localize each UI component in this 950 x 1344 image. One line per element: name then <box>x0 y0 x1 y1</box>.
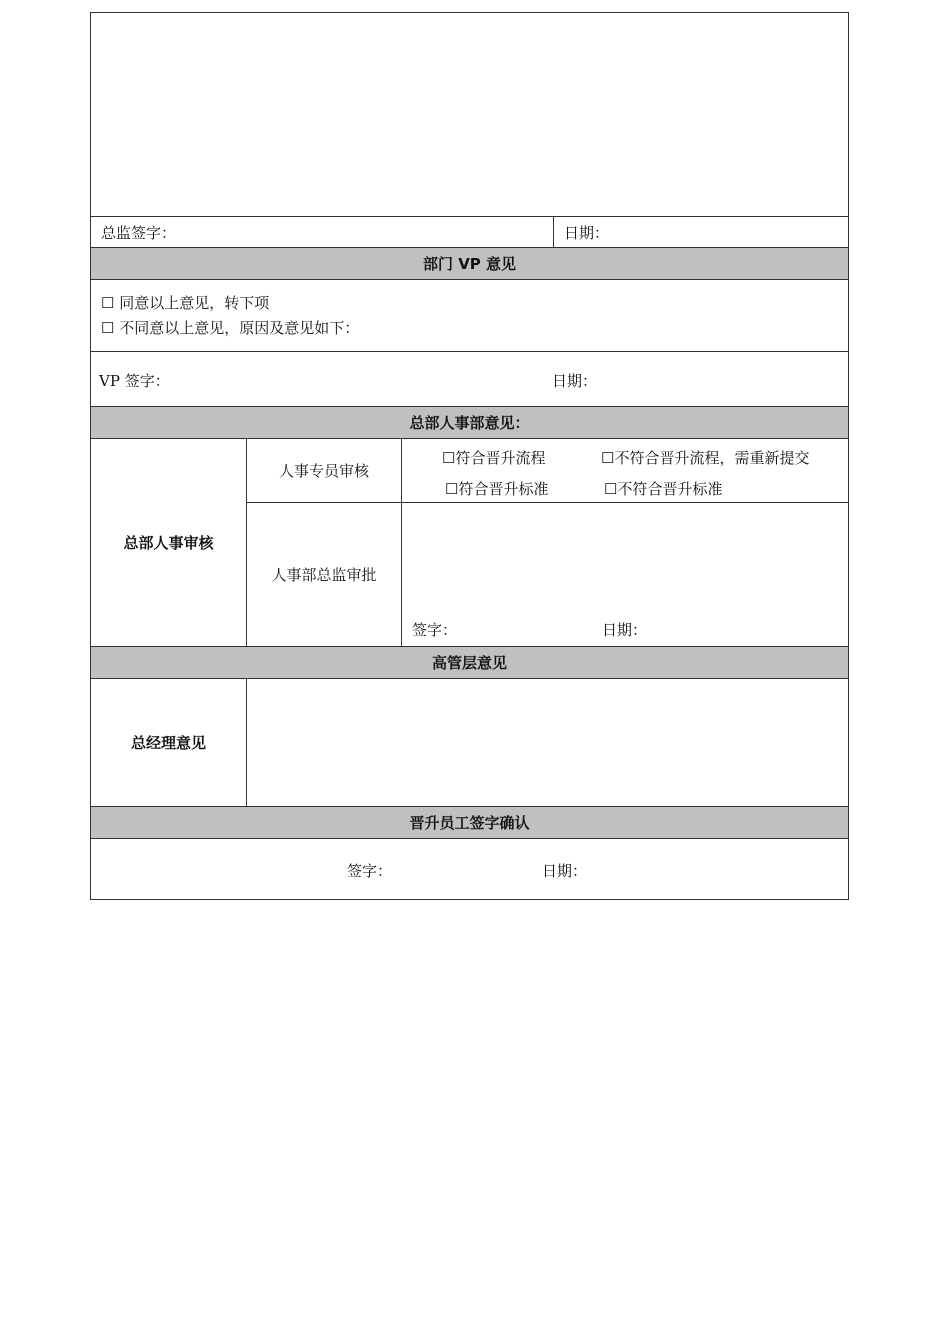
hq-hr-section-header: 总部人事部意见： <box>91 407 849 439</box>
check-standard-ok[interactable]: ☐符合晋升标准 <box>445 480 549 498</box>
vp-agree-checkbox[interactable]: ☐ 同意以上意见，转下项 <box>101 293 270 312</box>
promotion-approval-form <box>90 12 848 900</box>
vp-disagree-checkbox[interactable]: ☐ 不同意以上意见，原因及意见如下： <box>101 318 360 337</box>
check-process-fail[interactable]: ☐不符合晋升流程，需重新提交 <box>601 449 810 467</box>
employee-signature-label: 签字： <box>347 862 393 880</box>
exec-section-header: 高管层意见 <box>91 647 849 679</box>
director-signature-field[interactable] <box>91 217 554 248</box>
director-signature-label: 总监签字： <box>101 223 177 242</box>
gm-opinion-label: 总经理意见 <box>91 679 247 807</box>
vp-options <box>91 280 849 352</box>
employee-confirm-header: 晋升员工签字确认 <box>91 807 849 839</box>
vp-section-header: 部门 VP 意见 <box>91 248 849 280</box>
employee-confirm-row[interactable] <box>91 839 849 900</box>
vp-signature-row[interactable] <box>91 352 849 407</box>
approval-table <box>90 12 849 900</box>
hr-director-signature-label: 签字： <box>412 621 458 639</box>
hr-specialist-label: 人事专员审核 <box>247 439 402 503</box>
check-standard-fail[interactable]: ☐不符合晋升标准 <box>604 480 723 498</box>
director-date-label: 日期： <box>564 223 610 242</box>
vp-signature-label: VP 签字： <box>99 372 170 390</box>
director-date-field[interactable] <box>554 217 849 248</box>
hr-director-date-label: 日期： <box>602 621 648 639</box>
director-opinion-area[interactable] <box>91 13 849 217</box>
hq-hr-review-label: 总部人事审核 <box>91 439 247 647</box>
gm-opinion-area[interactable] <box>247 679 849 807</box>
employee-date-label: 日期： <box>542 862 588 880</box>
check-process-ok[interactable]: ☐符合晋升流程 <box>442 449 546 467</box>
hr-specialist-checks <box>402 439 849 503</box>
vp-date-label: 日期： <box>552 372 598 390</box>
hr-director-approval-area[interactable] <box>402 503 849 647</box>
hr-director-label: 人事部总监审批 <box>247 503 402 647</box>
